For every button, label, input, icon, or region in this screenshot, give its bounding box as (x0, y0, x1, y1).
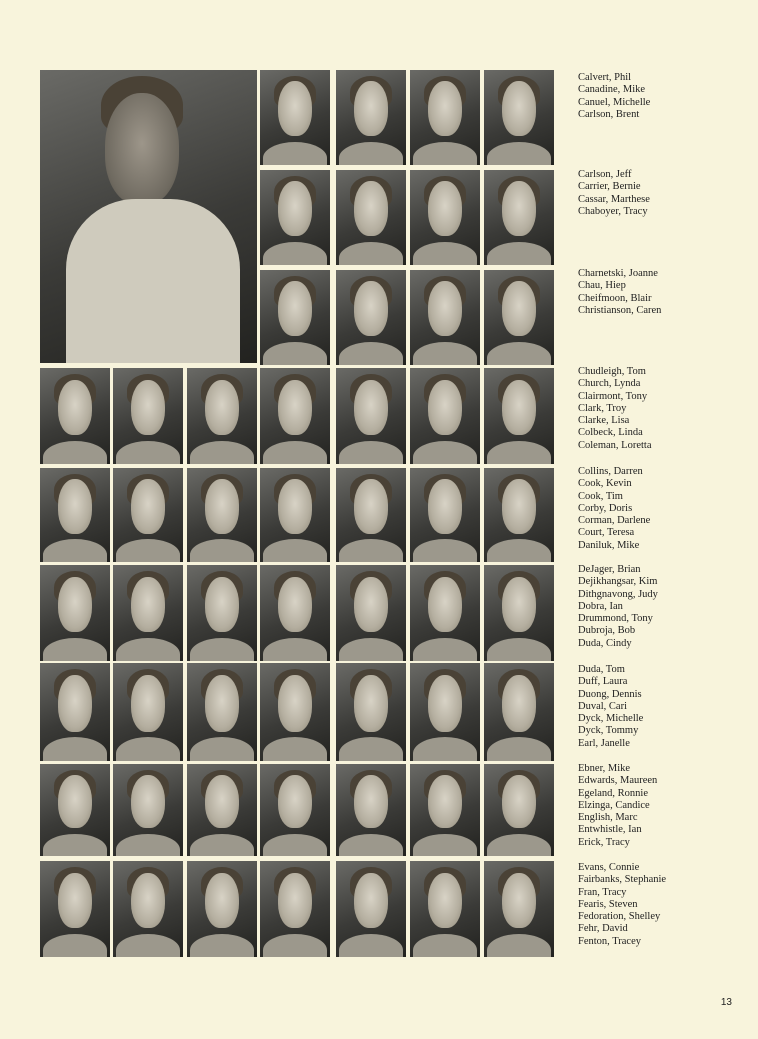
student-name: Colbeck, Linda (578, 427, 643, 439)
student-name: Edwards, Maureen (578, 775, 658, 787)
student-name: Cook, Kevin (578, 478, 632, 490)
student-name: Duff, Laura (578, 676, 628, 688)
student-portrait (187, 861, 257, 957)
student-portrait (260, 170, 330, 265)
student-portrait (484, 663, 554, 761)
student-portrait (336, 663, 406, 761)
student-portrait (260, 764, 330, 856)
student-portrait (260, 861, 330, 957)
student-portrait (410, 70, 480, 165)
student-portrait (336, 468, 406, 562)
name-list (578, 366, 651, 452)
student-name: English, Marc (578, 812, 638, 824)
name-list (578, 72, 650, 121)
student-portrait (410, 270, 480, 365)
student-portrait (187, 468, 257, 562)
student-name: Clarke, Lisa (578, 415, 630, 427)
name-list (578, 862, 666, 948)
student-portrait (484, 565, 554, 661)
student-name: Erick, Tracy (578, 836, 630, 848)
student-name: Church, Lynda (578, 378, 641, 390)
student-portrait (260, 70, 330, 165)
student-name: Canadine, Mike (578, 84, 646, 96)
student-name: Fehr, David (578, 923, 628, 935)
student-portrait (40, 468, 110, 562)
student-name: Dyck, Tommy (578, 725, 639, 737)
name-list (578, 466, 650, 552)
student-name: Egeland, Ronnie (578, 787, 648, 799)
student-portrait (410, 663, 480, 761)
student-name: Dobra, Ian (578, 600, 623, 612)
student-name: Duval, Cari (578, 700, 627, 712)
student-portrait (336, 70, 406, 165)
student-portrait (113, 663, 183, 761)
student-portrait (40, 565, 110, 661)
student-portrait (410, 368, 480, 464)
student-portrait (484, 368, 554, 464)
page-number: 13 (720, 997, 732, 1008)
student-name: Court, Teresa (578, 527, 635, 539)
student-name: Corman, Darlene (578, 515, 651, 527)
student-name: Duda, Cindy (578, 637, 632, 649)
student-name: Carlson, Brent (578, 108, 640, 120)
student-name: Entwhistle, Ian (578, 824, 642, 836)
student-portrait (484, 468, 554, 562)
student-name: Fairbanks, Stephanie (578, 874, 667, 886)
student-name: Duong, Dennis (578, 688, 642, 700)
student-name: Canuel, Michelle (578, 96, 651, 108)
student-portrait (260, 663, 330, 761)
student-portrait (113, 861, 183, 957)
name-list (578, 268, 661, 317)
student-portrait (410, 861, 480, 957)
student-name: Evans, Connie (578, 862, 640, 873)
name-list (578, 763, 657, 849)
student-name: Chaboyer, Tracy (578, 205, 648, 217)
student-name: Daniluk, Mike (578, 539, 640, 551)
student-name: Ebner, Mike (578, 763, 631, 774)
student-name: Carrier, Bernie (578, 181, 641, 193)
student-name: Cheifmoon, Blair (578, 292, 652, 304)
student-portrait (187, 565, 257, 661)
student-name: Clairmont, Tony (578, 390, 648, 402)
student-portrait (187, 764, 257, 856)
student-name: Carlson, Jeff (578, 169, 632, 180)
student-portrait (484, 70, 554, 165)
student-portrait (187, 368, 257, 464)
student-name: Collins, Darren (578, 466, 643, 477)
student-portrait (40, 861, 110, 957)
student-portrait (40, 663, 110, 761)
student-name: Drummond, Tony (578, 613, 653, 625)
student-portrait (410, 468, 480, 562)
student-portrait (484, 270, 554, 365)
student-portrait (113, 764, 183, 856)
student-portrait (484, 764, 554, 856)
student-portrait (336, 270, 406, 365)
student-portrait (113, 368, 183, 464)
student-name: Earl, Janelle (578, 737, 630, 749)
student-name: Fearis, Steven (578, 898, 638, 910)
student-name: Dithgnavong, Judy (578, 588, 658, 600)
student-portrait (113, 468, 183, 562)
student-name: Clark, Troy (578, 402, 627, 414)
student-portrait (336, 368, 406, 464)
student-portrait (410, 764, 480, 856)
student-portrait (336, 764, 406, 856)
student-portrait (484, 170, 554, 265)
student-name: Chudleigh, Tom (578, 366, 646, 377)
student-portrait (40, 368, 110, 464)
student-name: Dejikhangsar, Kim (578, 576, 658, 588)
student-portrait (260, 270, 330, 365)
student-name: Chau, Hiep (578, 280, 626, 292)
student-portrait (336, 861, 406, 957)
student-name: Fran, Tracy (578, 886, 627, 898)
student-portrait (336, 565, 406, 661)
student-name: Calvert, Phil (578, 72, 632, 83)
student-name: Charnetski, Joanne (578, 268, 658, 279)
student-portrait (187, 663, 257, 761)
student-portrait (410, 565, 480, 661)
student-name: DeJager, Brian (578, 564, 641, 575)
student-name: Elzinga, Candice (578, 799, 650, 811)
name-list (578, 564, 658, 650)
student-name: Cassar, Marthese (578, 193, 650, 205)
student-portrait (260, 565, 330, 661)
student-name: Coleman, Loretta (578, 439, 652, 451)
student-name: Fenton, Tracey (578, 935, 641, 947)
student-name: Duda, Tom (578, 664, 625, 675)
student-name: Cook, Tim (578, 490, 623, 502)
student-name: Dubroja, Bob (578, 625, 636, 637)
student-portrait (410, 170, 480, 265)
name-list (578, 169, 650, 218)
name-list (578, 664, 643, 750)
student-portrait (260, 468, 330, 562)
student-name: Corby, Doris (578, 502, 633, 514)
student-portrait (484, 861, 554, 957)
student-name: Fedoration, Shelley (578, 911, 661, 923)
student-portrait (260, 368, 330, 464)
student-name: Christianson, Caren (578, 304, 662, 316)
candid-feature-photo (40, 70, 257, 363)
student-portrait (40, 764, 110, 856)
student-name: Dyck, Michelle (578, 713, 644, 725)
student-portrait (336, 170, 406, 265)
student-portrait (113, 565, 183, 661)
